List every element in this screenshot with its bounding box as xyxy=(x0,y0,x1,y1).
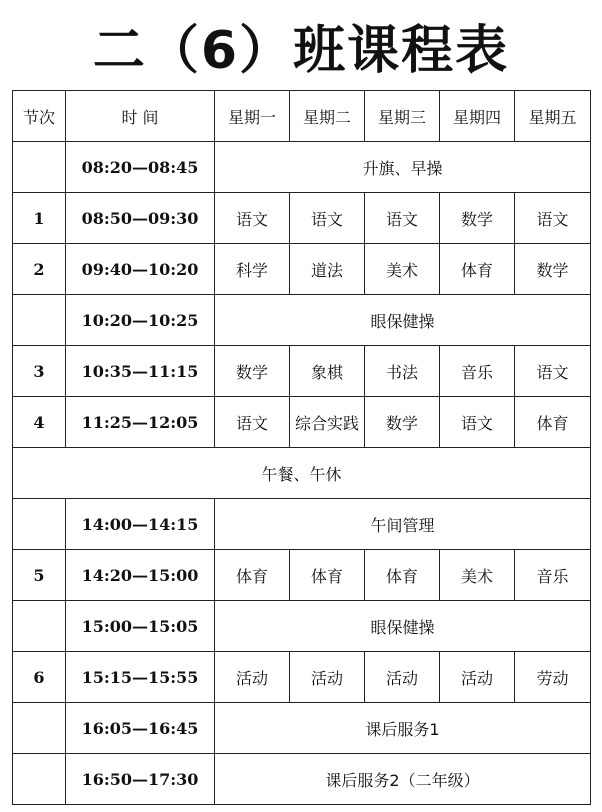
class-cell: 数学 xyxy=(365,397,440,448)
activity-cell: 午间管理 xyxy=(215,499,591,550)
table-row xyxy=(13,346,591,397)
class-cell: 语文 xyxy=(365,193,440,244)
period-cell: 6 xyxy=(13,652,66,703)
class-cell: 象棋 xyxy=(290,346,365,397)
class-cell: 语文 xyxy=(515,193,591,244)
time-cell: 14:00—14:15 xyxy=(66,499,215,550)
class-cell: 音乐 xyxy=(440,346,515,397)
class-cell: 活动 xyxy=(290,652,365,703)
period-cell xyxy=(13,142,66,193)
header-time: 时 间 xyxy=(66,91,215,142)
activity-cell: 眼保健操 xyxy=(215,601,591,652)
lunch-break-cell: 午餐、午休 xyxy=(13,448,591,499)
class-cell: 语文 xyxy=(515,346,591,397)
table-row xyxy=(13,295,591,346)
class-cell: 语文 xyxy=(215,397,290,448)
time-cell: 08:50—09:30 xyxy=(66,193,215,244)
class-cell: 科学 xyxy=(215,244,290,295)
time-cell: 16:50—17:30 xyxy=(66,754,215,805)
class-cell: 书法 xyxy=(365,346,440,397)
period-cell: 5 xyxy=(13,550,66,601)
class-cell: 活动 xyxy=(215,652,290,703)
header-day-mon: 星期一 xyxy=(215,91,290,142)
table-row xyxy=(13,550,591,601)
period-cell: 1 xyxy=(13,193,66,244)
class-cell: 体育 xyxy=(290,550,365,601)
table-row xyxy=(13,703,591,754)
period-cell: 3 xyxy=(13,346,66,397)
class-cell: 活动 xyxy=(365,652,440,703)
time-cell: 11:25—12:05 xyxy=(66,397,215,448)
header-row xyxy=(13,91,591,142)
period-cell: 4 xyxy=(13,397,66,448)
class-cell: 语文 xyxy=(215,193,290,244)
table-row xyxy=(13,244,591,295)
header-day-tue: 星期二 xyxy=(290,91,365,142)
table-row xyxy=(13,142,591,193)
time-cell: 15:00—15:05 xyxy=(66,601,215,652)
class-cell: 数学 xyxy=(440,193,515,244)
class-cell: 语文 xyxy=(290,193,365,244)
class-cell: 劳动 xyxy=(515,652,591,703)
class-cell: 数学 xyxy=(215,346,290,397)
time-cell: 10:20—10:25 xyxy=(66,295,215,346)
table-row xyxy=(13,397,591,448)
class-cell: 音乐 xyxy=(515,550,591,601)
class-cell: 美术 xyxy=(440,550,515,601)
period-cell: 2 xyxy=(13,244,66,295)
time-cell: 16:05—16:45 xyxy=(66,703,215,754)
class-cell: 道法 xyxy=(290,244,365,295)
time-cell: 10:35—11:15 xyxy=(66,346,215,397)
page-title: 二（6）班课程表 xyxy=(92,20,510,81)
class-cell: 数学 xyxy=(515,244,591,295)
table-row xyxy=(13,448,591,499)
class-cell: 活动 xyxy=(440,652,515,703)
period-cell xyxy=(13,754,66,805)
class-cell: 美术 xyxy=(365,244,440,295)
period-cell xyxy=(13,601,66,652)
class-cell: 体育 xyxy=(365,550,440,601)
period-cell xyxy=(13,703,66,754)
header-day-thu: 星期四 xyxy=(440,91,515,142)
activity-cell: 课后服务1 xyxy=(215,703,591,754)
table-row xyxy=(13,754,591,805)
class-cell: 综合实践 xyxy=(290,397,365,448)
table-row xyxy=(13,499,591,550)
header-day-fri: 星期五 xyxy=(515,91,591,142)
time-cell: 08:20—08:45 xyxy=(66,142,215,193)
table-row xyxy=(13,193,591,244)
activity-cell: 升旗、早操 xyxy=(215,142,591,193)
period-cell xyxy=(13,499,66,550)
header-day-wed: 星期三 xyxy=(365,91,440,142)
class-cell: 语文 xyxy=(440,397,515,448)
activity-cell: 课后服务2（二年级） xyxy=(215,754,591,805)
class-cell: 体育 xyxy=(440,244,515,295)
activity-cell: 眼保健操 xyxy=(215,295,591,346)
time-cell: 14:20—15:00 xyxy=(66,550,215,601)
class-cell: 体育 xyxy=(215,550,290,601)
table-row xyxy=(13,601,591,652)
time-cell: 15:15—15:55 xyxy=(66,652,215,703)
header-period: 节次 xyxy=(13,91,66,142)
time-cell: 09:40—10:20 xyxy=(66,244,215,295)
period-cell xyxy=(13,295,66,346)
class-cell: 体育 xyxy=(515,397,591,448)
table-row xyxy=(13,652,591,703)
schedule-table xyxy=(12,90,591,805)
